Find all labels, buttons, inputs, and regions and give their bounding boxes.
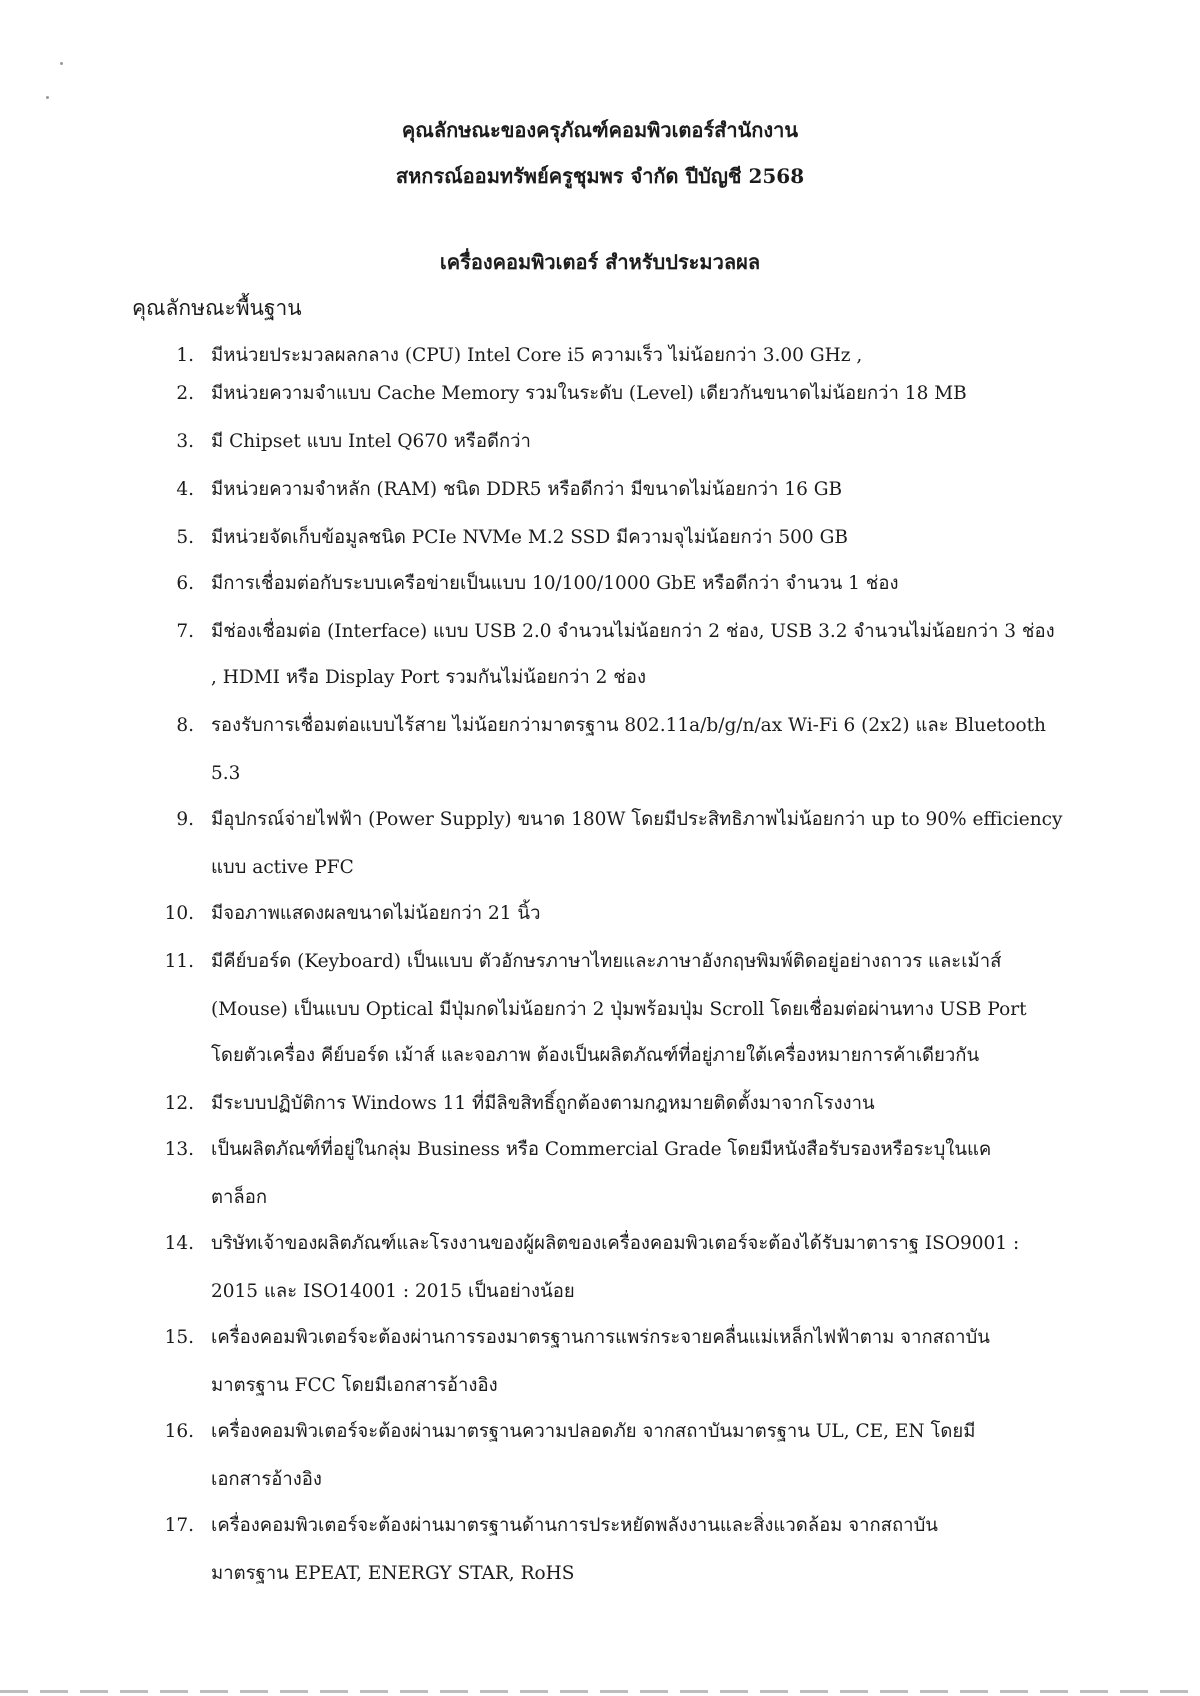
spec-item-text: มีจอภาพแสดงผลขนาดไม่น้อยกว่า 21 นิ้ว xyxy=(211,903,541,924)
spec-item-text: มีคีย์บอร์ด (Keyboard) เป็นแบบ ตัวอักษรภาษาไทยและภาษาอังกฤษพิมพ์ติดอยู่อย่างถาวร และเม้าส์ xyxy=(211,951,1002,972)
spec-item-text: มีระบบปฏิบัติการ Windows 11 ที่มีลิขสิทธิ์ถูกต้องตามกฎหมายติดตั้งมาจากโรงงาน xyxy=(211,1093,875,1114)
spec-item-number: 13. xyxy=(164,1139,194,1160)
document-title-line1: คุณลักษณะของครุภัณฑ์คอมพิวเตอร์สำนักงาน xyxy=(401,118,799,142)
spec-item-continuation: เอกสารอ้างอิง xyxy=(211,1469,322,1490)
spec-item-text: เครื่องคอมพิวเตอร์จะต้องผ่านมาตรฐานด้านการประหยัดพลังงานและสิ่งแวดล้อม จากสถาบัน xyxy=(211,1515,938,1536)
spec-item-continuation: 2015 และ ISO14001 : 2015 เป็นอย่างน้อย xyxy=(211,1281,575,1302)
spec-item-continuation: มาตรฐาน EPEAT, ENERGY STAR, RoHS xyxy=(211,1563,575,1584)
spec-item-text: เครื่องคอมพิวเตอร์จะต้องผ่านการรองมาตรฐานการแพร่กระจายคลื่นแม่เหล็กไฟฟ้าตาม จากสถาบัน xyxy=(211,1327,990,1348)
spec-item-number: 8. xyxy=(176,715,194,736)
spec-heading: คุณลักษณะพื้นฐาน xyxy=(132,296,302,320)
spec-item-continuation: มาตรฐาน FCC โดยมีเอกสารอ้างอิง xyxy=(211,1375,498,1396)
spec-item-continuation: โดยตัวเครื่อง คีย์บอร์ด เม้าส์ และจอภาพ ต้องเป็นผลิตภัณฑ์ที่อยู่ภายใต้เครื่องหมายการค้าเดียวกัน xyxy=(211,1045,980,1066)
spec-item-number: 5. xyxy=(176,527,194,548)
spec-item-continuation: (Mouse) เป็นแบบ Optical มีปุ่มกดไม่น้อยกว่า 2 ปุ่มพร้อมปุ่ม Scroll โดยเชื่อมต่อผ่านทาง USB Port xyxy=(211,999,1027,1020)
spec-item-continuation: 5.3 xyxy=(211,763,241,784)
spec-item-text: มี Chipset แบบ Intel Q670 หรือดีกว่า xyxy=(211,431,531,452)
spec-item-text: เครื่องคอมพิวเตอร์จะต้องผ่านมาตรฐานความปลอดภัย จากสถาบันมาตรฐาน UL, CE, EN โดยมี xyxy=(211,1421,976,1442)
spec-item-text: บริษัทเจ้าของผลิตภัณฑ์และโรงงานของผู้ผลิตของเครื่องคอมพิวเตอร์จะต้องได้รับมาตาราฐ ISO9001 : xyxy=(211,1233,1020,1254)
spec-item-number: 1. xyxy=(176,345,194,366)
spec-item-text: มีการเชื่อมต่อกับระบบเครือข่ายเป็นแบบ 10/100/1000 GbE หรือดีกว่า จำนวน 1 ช่อง xyxy=(211,573,899,594)
spec-item-number: 12. xyxy=(164,1093,194,1114)
spec-item-text: มีช่องเชื่อมต่อ (Interface) แบบ USB 2.0 จำนวนไม่น้อยกว่า 2 ช่อง, USB 3.2 จำนวนไม่น้อยกว่า 3 ช่อง xyxy=(211,621,1055,642)
spec-item-number: 17. xyxy=(164,1515,194,1536)
spec-item-number: 16. xyxy=(164,1421,194,1442)
spec-item-text: มีหน่วยความจำหลัก (RAM) ชนิด DDR5 หรือดีกว่า มีขนาดไม่น้อยกว่า 16 GB xyxy=(211,479,843,500)
spec-item-number: 6. xyxy=(176,573,194,594)
spec-item-number: 11. xyxy=(164,951,194,972)
spec-item-number: 14. xyxy=(164,1233,194,1254)
scan-edge-artifact xyxy=(0,1690,1200,1693)
spec-item-text: มีหน่วยประมวลผลกลาง (CPU) Intel Core i5 ความเร็ว ไม่น้อยกว่า 3.00 GHz , xyxy=(211,345,863,366)
spec-item-text: มีหน่วยจัดเก็บข้อมูลชนิด PCIe NVMe M.2 SSD มีความจุไม่น้อยกว่า 500 GB xyxy=(211,527,848,548)
spec-item-number: 15. xyxy=(164,1327,194,1348)
scan-speck xyxy=(60,62,63,65)
spec-item-number: 7. xyxy=(176,621,194,642)
spec-item-text: รองรับการเชื่อมต่อแบบไร้สาย ไม่น้อยกว่ามาตรฐาน 802.11a/b/g/n/ax Wi-Fi 6 (2x2) และ Bluetooth xyxy=(211,715,1046,736)
spec-item-number: 9. xyxy=(176,809,194,830)
scan-speck xyxy=(46,96,49,99)
spec-item-number: 10. xyxy=(164,903,194,924)
spec-item-text: มีหน่วยความจำแบบ Cache Memory รวมในระดับ (Level) เดียวกันขนาดไม่น้อยกว่า 18 MB xyxy=(211,383,967,404)
spec-item-number: 4. xyxy=(176,479,194,500)
spec-item-continuation: ตาล็อก xyxy=(211,1187,268,1208)
document-title-line2: สหกรณ์ออมทรัพย์ครูชุมพร จำกัด ปีบัญชี 2568 xyxy=(395,164,805,188)
spec-item-number: 2. xyxy=(176,383,194,404)
spec-item-continuation: แบบ active PFC xyxy=(211,857,354,878)
spec-item-text: มีอุปกรณ์จ่ายไฟฟ้า (Power Supply) ขนาด 180W โดยมีประสิทธิภาพไม่น้อยกว่า up to 90% efficiency xyxy=(211,809,1063,830)
spec-item-text: เป็นผลิตภัณฑ์ที่อยู่ในกลุ่ม Business หรือ Commercial Grade โดยมีหนังสือรับรองหรือระบุในแค xyxy=(211,1139,992,1160)
spec-item-continuation: , HDMI หรือ Display Port รวมกันไม่น้อยกว่า 2 ช่อง xyxy=(211,667,647,688)
spec-item-number: 3. xyxy=(176,431,194,452)
section-title: เครื่องคอมพิวเตอร์ สำหรับประมวลผล xyxy=(439,250,761,274)
